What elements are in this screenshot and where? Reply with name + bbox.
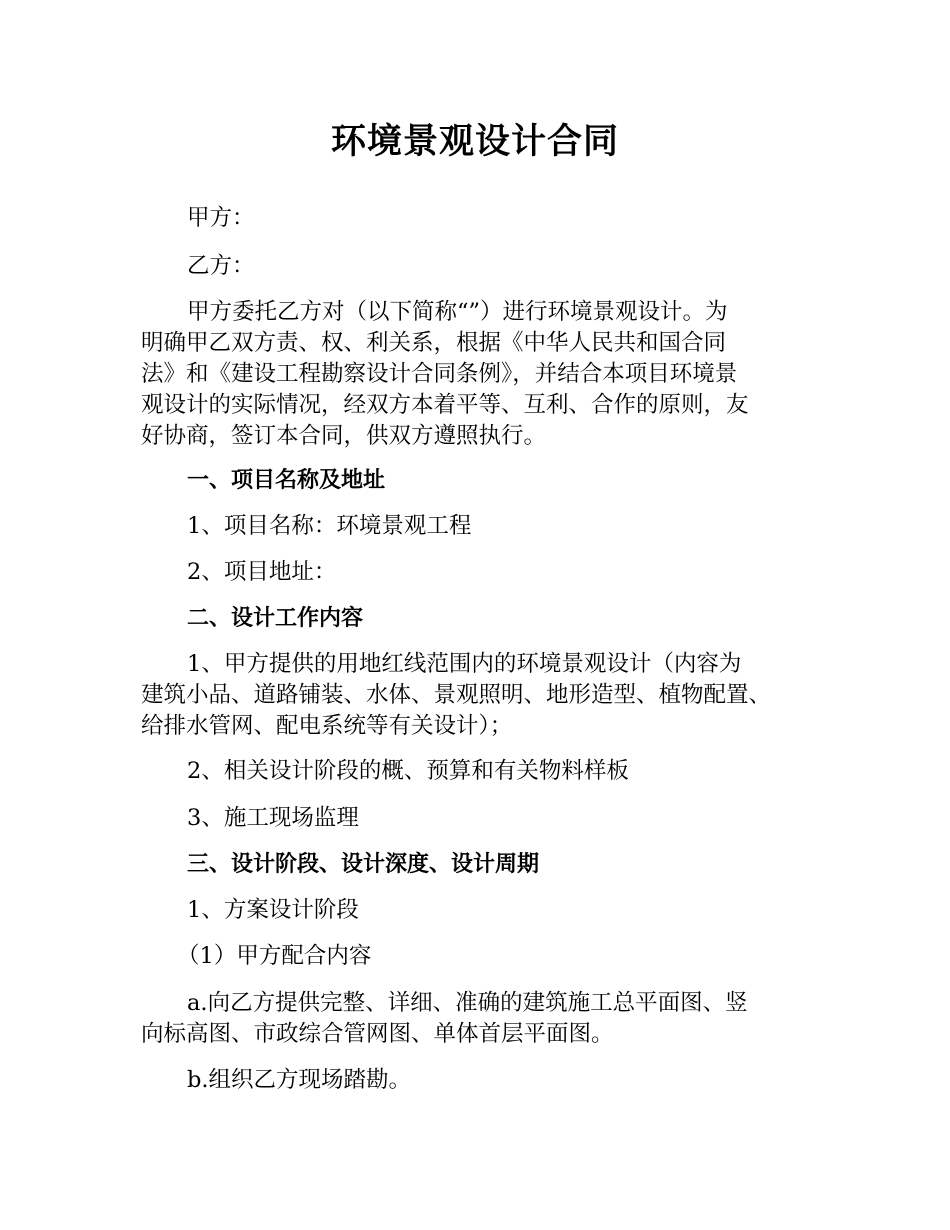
item-b-line: b.组织乙方现场踏勘。: [187, 1067, 412, 1093]
budget-line: 2、相关设计阶段的概、预算和有关物料样板: [187, 758, 629, 784]
design-scope-line: 1、甲方提供的用地红线范围内的环境景观设计（内容为: [187, 651, 742, 677]
intro-line: 好协商，签订本合同，供双方遵照执行。: [141, 423, 547, 449]
design-scope-line: 建筑小品、道路铺装、水体、景观照明、地形造型、植物配置、: [141, 682, 772, 708]
party-a-line: 甲方：: [187, 205, 255, 231]
party-a-cooperation-line: （1）甲方配合内容: [177, 943, 372, 969]
supervision-line: 3、施工现场监理: [187, 805, 359, 831]
intro-paragraph: [141, 297, 831, 452]
section-3-heading: 三、设计阶段、设计深度、设计周期: [187, 852, 540, 877]
section-2-heading: 二、设计工作内容: [187, 606, 364, 631]
item-a-line: a.向乙方提供完整、详细、准确的建筑施工总平面图、竖: [187, 990, 748, 1016]
scheme-stage-line: 1、方案设计阶段: [187, 897, 359, 923]
design-scope-line: 给排水管网、配电系统等有关设计）；: [141, 713, 513, 739]
intro-line: 甲方委托乙方对（以下简称“”）进行环境景观设计。为: [187, 299, 728, 325]
item-a-line: 向标高图、市政综合管网图、单体首层平面图。: [141, 1021, 614, 1047]
intro-line: 观设计的实际情况，经双方本着平等、互利、合作的原则，友: [141, 392, 749, 418]
project-address-line: 2、项目地址：: [187, 559, 337, 585]
project-name-line: 1、项目名称：环境景观工程: [187, 513, 472, 539]
document-title: 环境景观设计合同: [330, 122, 619, 162]
intro-line: 明确甲乙双方责、权、利关系，根据《中华人民共和国合同: [141, 330, 727, 356]
design-scope-paragraph: [141, 649, 831, 742]
party-b-line: 乙方：: [187, 253, 255, 279]
item-a-paragraph: [141, 988, 831, 1050]
section-1-heading: 一、项目名称及地址: [187, 468, 386, 493]
intro-line: 法》和《建设工程勘察设计合同条例》，并结合本项目环境景: [141, 361, 738, 387]
